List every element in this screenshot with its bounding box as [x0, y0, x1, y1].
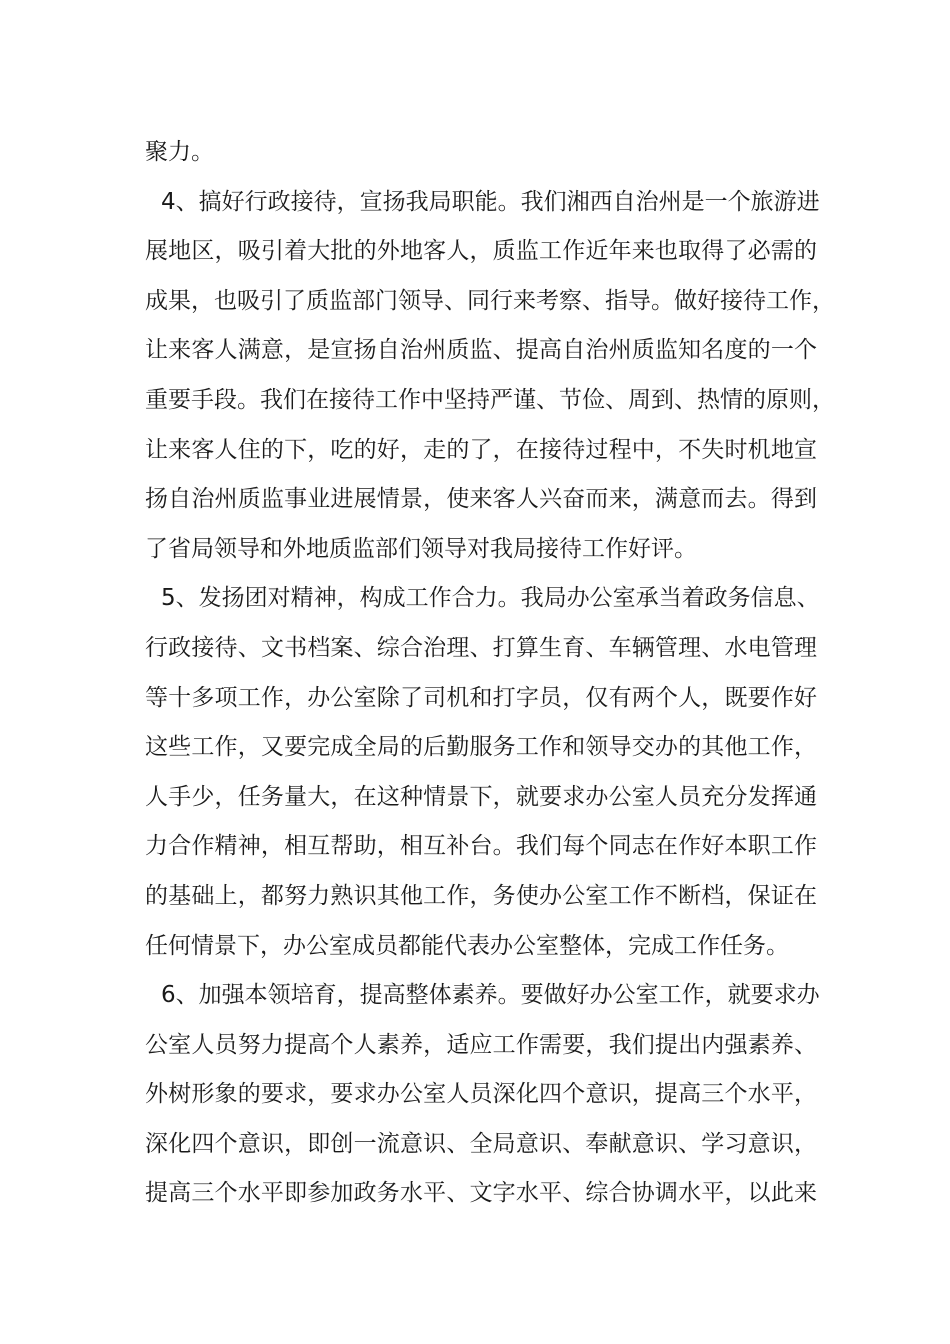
text-line: 的基础上，都努力熟识其他工作，务使办公室工作不断档，保证在 [145, 882, 817, 909]
text-line: 成果，也吸引了质监部门领导、同行来考察、指导。做好接待工作， [145, 287, 835, 314]
text-line: 提高三个水平即参加政务水平、文字水平、综合协调水平，以此来 [145, 1180, 817, 1207]
text-line: 等十多项工作，办公室除了司机和打字员，仅有两个人，既要作好 [145, 684, 817, 711]
text-line: 力合作精神，相互帮助，相互补台。我们每个同志在作好本职工作 [145, 833, 817, 860]
text-line: 外树形象的要求，要求办公室人员深化四个意识，提高三个水平， [145, 1081, 817, 1108]
text-line: 展地区，吸引着大批的外地客人，质监工作近年来也取得了必需的 [145, 238, 817, 265]
text-line: 公室人员努力提高个人素养，适应工作需要，我们提出内强素养、 [145, 1031, 817, 1058]
text-line: 深化四个意识，即创一流意识、全局意识、奉献意识、学习意识， [145, 1130, 817, 1157]
text-line: 让来客人住的下，吃的好，走的了，在接待过程中，不失时机地宣 [145, 436, 817, 463]
text-line: 6、加强本领培育，提高整体素养。要做好办公室工作，就要求办 [161, 982, 820, 1009]
text-line: 扬自治州质监事业进展情景，使来客人兴奋而来，满意而去。得到 [145, 486, 817, 513]
text-line: 让来客人满意，是宣扬自治州质监、提高自治州质监知名度的一个 [145, 337, 817, 364]
paragraph-6 [145, 971, 820, 1219]
text-line: 重要手段。我们在接待工作中坚持严谨、节俭、周到、热情的原则， [145, 386, 835, 413]
text-line: 任何情景下，办公室成员都能代表办公室整体，完成工作任务。 [145, 932, 789, 959]
text-line: 5、发扬团对精神，构成工作合力。我局办公室承当着政务信息、 [161, 585, 820, 612]
paragraph-4 [145, 178, 835, 575]
text-line: 4、搞好行政接待，宣扬我局职能。我们湘西自治州是一个旅游进 [161, 188, 820, 215]
text-line: 聚力。 [145, 139, 214, 165]
text-line: 这些工作，又要完成全局的后勤服务工作和领导交办的其他工作， [145, 734, 817, 761]
text-line: 人手少，任务量大，在这种情景下，就要求办公室人员充分发挥通 [145, 783, 817, 810]
paragraph-5 [145, 574, 820, 971]
document-body [145, 128, 835, 1219]
text-line: 行政接待、文书档案、综合治理、打算生育、车辆管理、水电管理 [145, 634, 817, 661]
text-line: 了省局领导和外地质监部们领导对我局接待工作好评。 [145, 535, 697, 562]
paragraph-continued [145, 128, 817, 178]
